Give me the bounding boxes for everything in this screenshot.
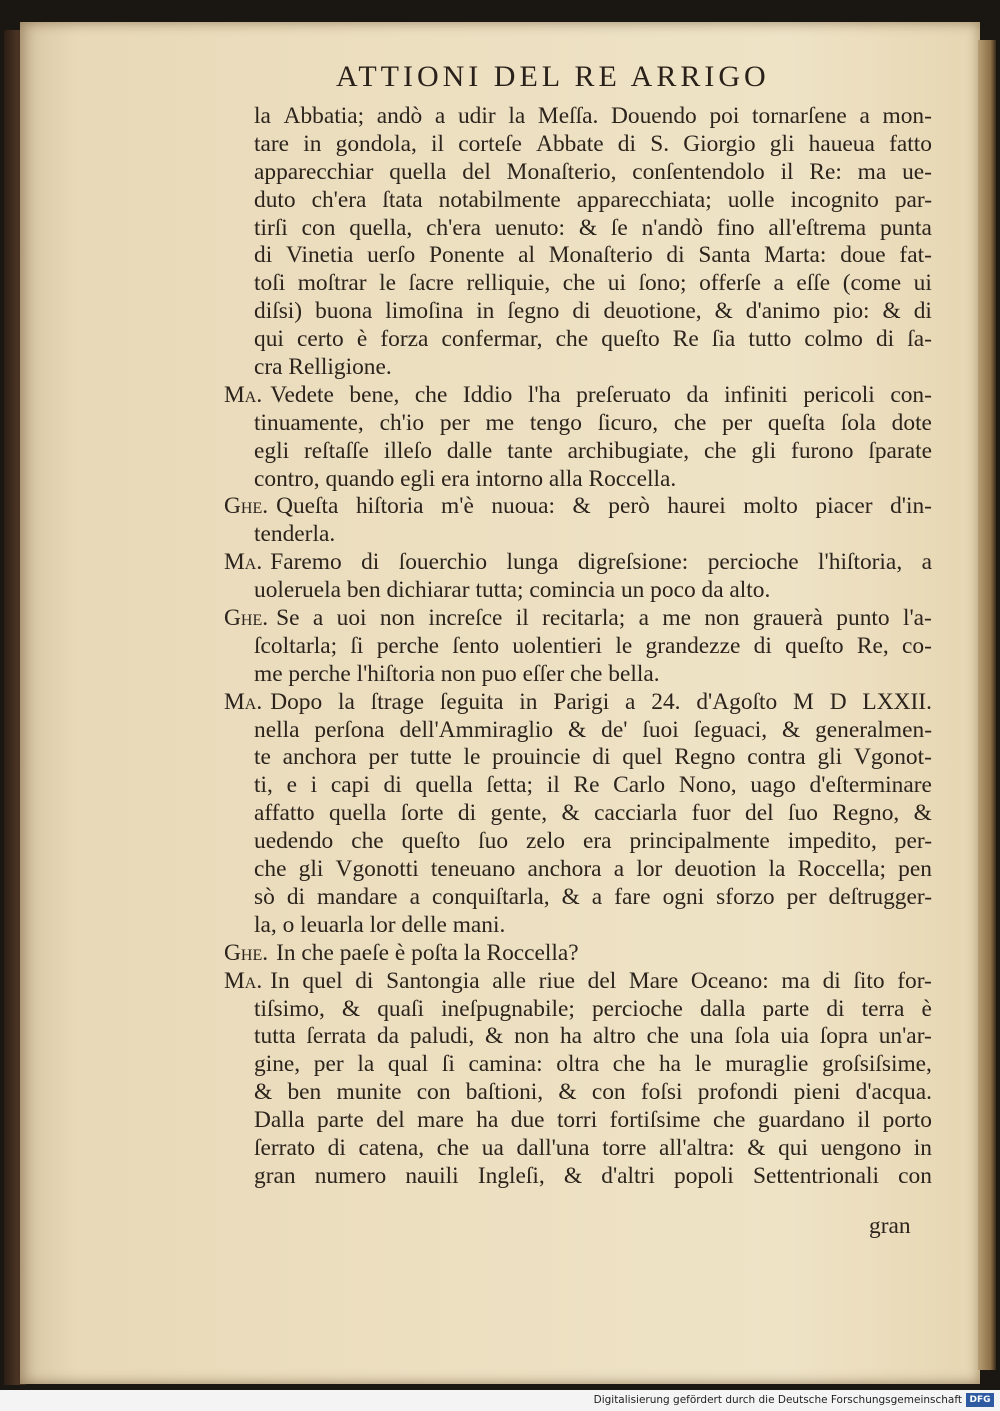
text-line [224, 159, 932, 187]
funding-credit: Digitalisierung gefördert durch die Deutsche Forschungsgemeinschaft [593, 1394, 962, 1406]
line-text: gran numero nauili Ingleſi, & d'altri popoli Settentrionali con [254, 1162, 932, 1189]
text-line [224, 744, 932, 772]
text-line [224, 410, 932, 438]
line-text: tiſsimo, & quaſi ineſpugnabile; percioche dalla parte di terra è [254, 995, 932, 1022]
line-text: Dalla parte del mare ha due torri fortiſsime che guardano il porto [254, 1107, 932, 1134]
text-line [224, 215, 932, 243]
line-text: te anchora per tutte le prouincie di quel Regno contra gli Vgonot- [254, 744, 932, 771]
text-line [224, 521, 932, 549]
text-line [224, 549, 932, 577]
text-line [224, 856, 932, 884]
speaker-label: Ma. [224, 549, 263, 576]
line-text: Queſta hiſtoria m'è nuoua: & però haurei molto piacer d'in- [276, 493, 932, 520]
text-line [224, 493, 932, 521]
speaker-label: Ma. [224, 688, 263, 715]
line-text: egli reſtaſſe illeſo dalle tante archibugiate, che gli furono ſparate [254, 437, 932, 464]
speaker-label: Ghe. [224, 605, 269, 632]
line-text: che gli Vgonotti teneuano anchora a lor deuotion la Roccella; pen [254, 856, 932, 883]
text-line [224, 1107, 932, 1135]
line-text: Dopo la ſtrage ſeguita in Parigi a 24. d'Agoſto M D LXXII. [270, 688, 932, 715]
body-text [224, 103, 932, 1191]
line-text: di Vinetia uerſo Ponente al Monaſterio di Santa Marta: doue fat- [254, 242, 932, 269]
speaker-label: Ghe. [224, 493, 269, 520]
line-text: la Abbatia; andò a udir la Meſſa. Douendo poi tornarſene a mon- [254, 103, 932, 129]
text-line [224, 940, 932, 968]
line-text: ſerrato di catena, che ua dall'una torre all'altra: & qui uengono in [254, 1134, 932, 1161]
text-line [224, 605, 932, 633]
text-line [224, 633, 932, 661]
line-text: contro, quando egli era intorno alla Roccella. [254, 465, 677, 492]
line-text: In quel di Santongia alle riue del Mare Oceano: ma di ſito for- [270, 967, 932, 994]
catchword: gran [869, 1213, 911, 1239]
text-line [224, 884, 932, 912]
line-text: tare in gondola, il corteſe Abbate di S. Giorgio gli haueua fatto [254, 130, 932, 157]
speaker-label: Ma. [224, 381, 263, 408]
line-text: diſsi) buona limoſina in ſegno di deuotione, & d'animo pio: & di [254, 298, 932, 325]
line-text: In che paeſe è poſta la Roccella? [276, 939, 579, 966]
text-line [224, 466, 932, 494]
line-text: uoleruela ben dichiarar tutta; comincia un poco da alto. [254, 577, 771, 604]
line-text: la, o leuarla lor delle mani. [254, 911, 506, 938]
text-line [224, 828, 932, 856]
text-line [224, 717, 932, 745]
text-line [224, 354, 932, 382]
text-line [224, 270, 932, 298]
dfg-logo: DFG [966, 1393, 994, 1407]
line-text: affatto quella ſorte di gente, & cacciarla fuor del ſuo Regno, & [254, 800, 932, 827]
text-line [224, 689, 932, 717]
speaker-label: Ma. [224, 967, 263, 994]
line-text: gine, per la qual ſi camina: oltra che ha le muraglie groſsiſsime, [254, 1051, 932, 1078]
text-line [224, 1135, 932, 1163]
line-text: Vedete bene, che Iddio l'ha preſeruato da infiniti pericoli con- [270, 381, 932, 408]
text-line [224, 772, 932, 800]
line-text: tirſi con quella, ch'era uenuto: & ſe n'andò fino all'eſtrema punta [254, 214, 932, 241]
line-text: ti, e i capi di quella ſetta; il Re Carlo Nono, uago d'eſterminare [254, 772, 932, 799]
line-text: uedendo che queſto ſuo zelo era principalmente impedito, per- [254, 828, 932, 855]
line-text: Se a uoi non increſce il recitarla; a me non grauerà punto l'a- [276, 605, 932, 632]
text-line [224, 996, 932, 1024]
text-line [224, 298, 932, 326]
line-text: tenderla. [254, 521, 336, 548]
text-line [224, 1023, 932, 1051]
line-text: qui certo è forza confermar, che queſto Re ſia tutto colmo di ſa- [254, 326, 932, 353]
text-line [224, 242, 932, 270]
text-line [224, 661, 932, 689]
line-text: tutta ſerrata da paludi, & non ha altro che una ſola uia ſopra un'ar- [254, 1023, 932, 1050]
line-text: sò di mandare a conquiſtarla, & a fare ogni sforzo per deſtrugger- [254, 883, 932, 910]
speaker-label: Ghe. [224, 939, 269, 966]
text-line [224, 187, 932, 215]
text-line [224, 326, 932, 354]
text-line [224, 1163, 932, 1191]
text-line [224, 1051, 932, 1079]
text-line [224, 577, 932, 605]
line-text: apparecchiar quella del Monaſterio, conſentendolo il Re: ma ue- [254, 158, 932, 185]
line-text: Faremo di ſouerchio lunga digreſsione: percioche l'hiſtoria, a [270, 549, 932, 576]
page-fore-edge [978, 40, 996, 1370]
line-text: & ben munite con baſtioni, & con foſsi profondi pieni d'acqua. [254, 1079, 932, 1106]
line-text: tinuamente, ch'io per me tengo ſicuro, che per queſta ſola dote [254, 409, 932, 436]
text-line [224, 438, 932, 466]
text-line [224, 1079, 932, 1107]
text-line [224, 968, 932, 996]
line-text: toſi moſtrar le ſacre relliquie, che ui ſono; offerſe a eſſe (come ui [254, 270, 932, 297]
footer-bar [0, 1390, 1000, 1411]
line-text: me perche l'hiſtoria non puo eſſer che bella. [254, 660, 660, 687]
text-line [224, 382, 932, 410]
text-line [224, 800, 932, 828]
running-header: ATTIONI DEL RE ARRIGO [336, 60, 770, 93]
text-line [224, 103, 932, 131]
text-line [224, 912, 932, 940]
line-text: nella perſona dell'Ammiraglio & de' ſuoi ſeguaci, & generalmen- [254, 716, 932, 743]
line-text: ſcoltarla; ſi perche ſento uolentieri le grandezze di queſto Re, co- [254, 632, 932, 659]
line-text: cra Relligione. [254, 354, 392, 381]
line-text: duto ch'era ſtata notabilmente apparecchiata; uolle incognito par- [254, 186, 932, 213]
text-line [224, 131, 932, 159]
